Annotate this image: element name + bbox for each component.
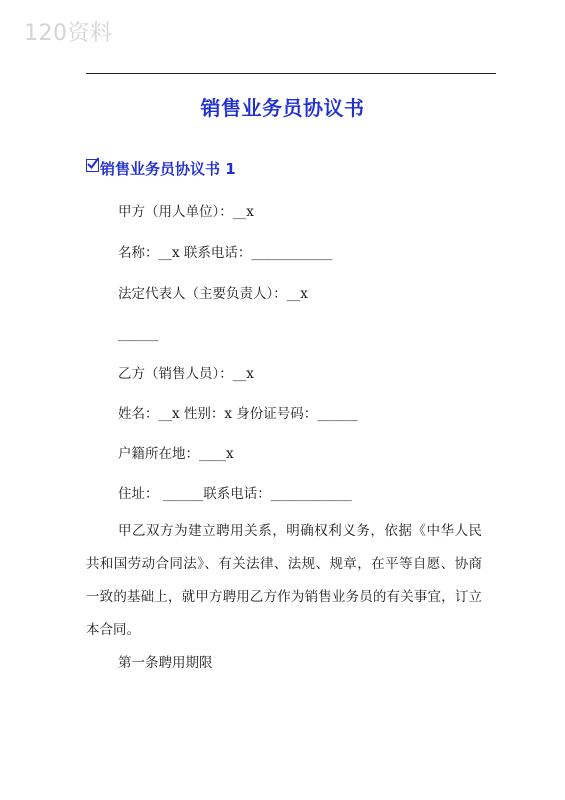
document-title: 销售业务员协议书 <box>200 96 365 120</box>
preamble-paragraph <box>86 515 482 647</box>
section-heading <box>86 158 236 179</box>
party-b-field: 乙方（销售人员）：__x <box>118 366 254 382</box>
blank-line: ______ <box>118 326 159 342</box>
address-phone-field: 住址： ______联系电话：____________ <box>118 486 352 502</box>
legal-representative-field: 法定代表人（主要负责人）：__x <box>118 286 308 302</box>
checkbox-checked-icon <box>86 159 99 172</box>
name-gender-id-field: 姓名：__x 性别：x 身份证号码：______ <box>118 406 358 422</box>
party-a-field: 甲方（用人单位）：__x <box>118 204 254 220</box>
household-registration-field: 户籍所在地：____x <box>118 446 234 462</box>
section-heading-text: 销售业务员协议书 1 <box>100 160 236 178</box>
watermark: 120资料 <box>24 21 113 46</box>
article-1-heading: 第一条聘用期限 <box>118 655 213 671</box>
header-rule <box>86 73 496 74</box>
preamble-text: 甲乙双方为建立聘用关系，明确权利义务，依据《中华人民共和国劳动合同法》、有关法律、法规、规章，在平等自愿、协商一致的基础上，就甲方聘用乙方作为销售业务员的有关事宜，订立本合同。 <box>86 523 482 638</box>
company-name-phone-field: 名称：__x 联系电话：____________ <box>118 245 333 261</box>
